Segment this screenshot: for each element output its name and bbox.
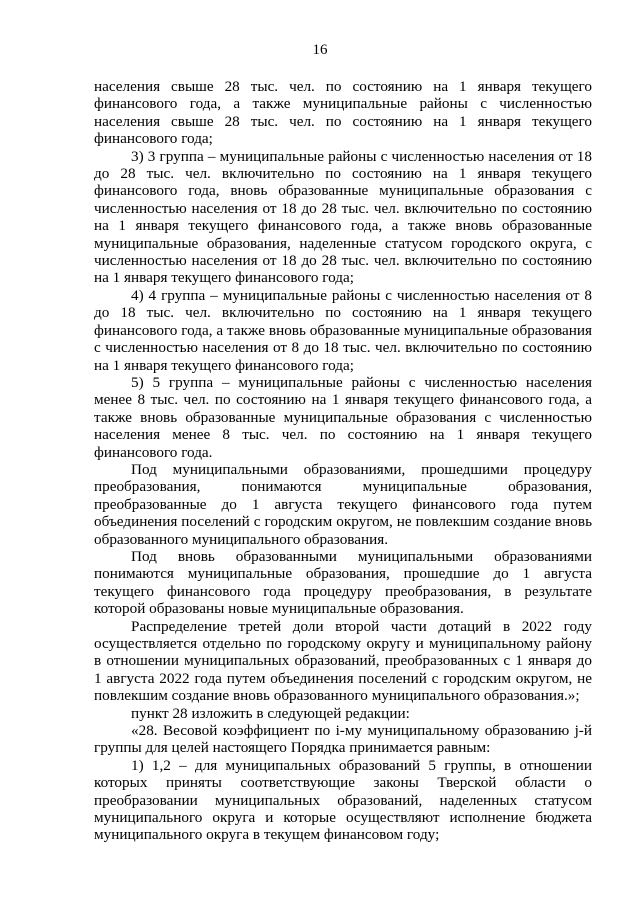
paragraph-3: 4) 4 группа – муниципальные районы с численностью населения от 8 до 18 тыс. чел. включительно по состоянию на 1 января текущего финансового года, а также вновь образованные муниципальные образования с численностью населения от 8 до 18 тыс. чел. включительно по состоянию на 1 января текущего финансового года; bbox=[94, 286, 592, 374]
paragraph-9: «28. Весовой коэффициент по i-му муниципальному образованию j-й группы для целей настоящего Порядка принимается равным: bbox=[94, 722, 592, 757]
document-body bbox=[94, 78, 592, 844]
page-number: 16 bbox=[312, 42, 328, 58]
paragraph-7: Распределение третей доли второй части дотаций в 2022 году осуществляется отдельно по городскому округу и муниципальному району в отношении муниципальных образований, преобразованных с 1 января до 1 августа 2022 года путем объединения поселений с городским округом, не повлекшим создание вновь образованного муниципального образования.»; bbox=[94, 617, 592, 705]
paragraph-2: 3) 3 группа – муниципальные районы с численностью населения от 18 до 28 тыс. чел. включительно по состоянию на 1 января текущего финансового года, вновь образованные муниципальные образования с численностью населения от 18 до 28 тыс. чел. включительно по состоянию на 1 января текущего финансового года, а также вновь образованные муниципальные образования, наделенные статусом городского округа, с численностью населения от 18 до 28 тыс. чел. включительно по состоянию на 1 января текущего финансового года; bbox=[94, 147, 592, 287]
paragraph-10: 1) 1,2 – для муниципальных образований 5 группы, в отношении которых приняты соответствующие законы Тверской области о преобразовании муниципальных образований, наделенных статусом муниципального округа и которые осуществляют исполнение бюджета муниципального округа в текущем финансовом году; bbox=[94, 756, 592, 844]
paragraph-6: Под вновь образованными муниципальными образованиями понимаются муниципальные образования, прошедшие до 1 августа текущего финансового года процедуру преобразования, в результате которой образованы новые муниципальные образования. bbox=[94, 547, 592, 618]
paragraph-8: пункт 28 изложить в следующей редакции: bbox=[131, 704, 410, 722]
paragraph-4: 5) 5 группа – муниципальные районы с численностью населения менее 8 тыс. чел. по состоянию на 1 января текущего финансового года, а также вновь образованные муниципальные образования с численностью населения менее 8 тыс. чел. по состоянию на 1 января текущего финансового года. bbox=[94, 373, 592, 461]
paragraph-5: Под муниципальными образованиями, прошедшими процедуру преобразования, понимаются муниципальные образования, преобразованные до 1 августа текущего финансового года путем объединения поселений с городским округом, не повлекшим создание вновь образованного муниципального образования. bbox=[94, 460, 592, 548]
paragraph-1: населения свыше 28 тыс. чел. по состоянию на 1 января текущего финансового года, а также муниципальные районы с численностью населения свыше 28 тыс. чел. по состоянию на 1 января текущего финансового года; bbox=[94, 78, 592, 148]
